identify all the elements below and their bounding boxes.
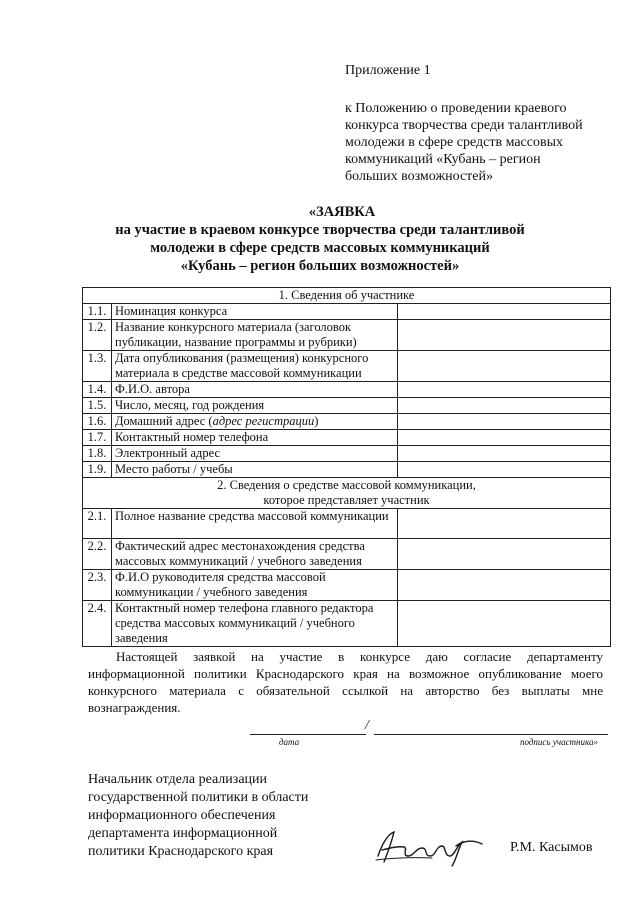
document-subtitle-line: молодежи в сфере средств массовых коммуникаций [150,240,490,256]
row-number: 1.7. [83,430,112,446]
position-line: Начальник отдела реализации [88,772,268,787]
row-number: 2.2. [83,539,112,570]
row-label-home-address [112,414,398,430]
row-label: Фактический адрес местонахождения средства массовых коммуникаций / учебного заведения [112,539,398,570]
date-line[interactable] [250,734,366,735]
date-caption: дата [279,737,300,747]
row-label-text: ) [314,414,319,428]
row-label: Дата опубликования (размещения) конкурсного материала в средстве массовой коммуникации [112,351,398,382]
row-label: Число, месяц, год рождения [112,398,398,414]
answer-cell[interactable] [398,382,611,398]
row-number: 1.5. [83,398,112,414]
row-label-text: Домашний адрес ( [115,414,213,428]
row-label: Название конкурсного материала (заголовок публикации, название программы и рубрики) [112,320,398,351]
position-line: информационного обеспечения [88,808,276,823]
row-label: Ф.И.О руководителя средства массовой коммуникации / учебного заведения [112,570,398,601]
row-label: Контактный номер телефона [112,430,398,446]
answer-cell[interactable] [398,570,611,601]
answer-cell[interactable] [398,320,611,351]
row-label: Ф.И.О. автора [112,382,398,398]
answer-cell[interactable] [398,351,611,382]
application-form-table [82,287,611,647]
position-line: политики Краснодарского края [88,844,274,859]
row-number: 1.1. [83,304,112,320]
answer-cell[interactable] [398,539,611,570]
consent-paragraph [88,648,603,716]
position-line: государственной политики в области [88,790,309,805]
section-header-line: 2. Сведения о средстве массовой коммуникации, [217,478,476,492]
consent-text: Настоящей заявкой на участие в конкурсе даю согласие департаменту информационной политики Краснодарского края на возможное опубликование моего конкурсного материала с обязательной ссылкой на авторство без выплаты мне вознаграждения. [88,649,603,715]
answer-cell[interactable] [398,601,611,647]
position-line: департамента информационной [88,826,278,841]
row-label: Контактный номер телефона главного редактора средства массовых коммуникаций / учебного заведения [112,601,398,647]
signature-caption: подпись участника» [520,737,599,747]
row-number: 2.1. [83,509,112,539]
section-header-line: которое представляет участник [263,493,430,507]
row-number: 1.2. [83,320,112,351]
answer-cell[interactable] [398,304,611,320]
section-header-participant: 1. Сведения об участнике [83,288,611,304]
appendix-line: больших возможностей» [345,169,493,184]
document-subtitle-line: на участие в краевом конкурсе творчества среди талантливой [115,222,525,238]
row-number: 2.4. [83,601,112,647]
row-number: 2.3. [83,570,112,601]
appendix-line: к Положению о проведении краевого [345,101,567,116]
row-number: 1.3. [83,351,112,382]
appendix-line: молодежи в сфере средств массовых [345,135,563,150]
document-title: «ЗАЯВКА [308,204,376,220]
row-number: 1.6. [83,414,112,430]
row-label: Электронный адрес [112,446,398,462]
appendix-line: конкурса творчества среди талантливой [345,118,583,133]
appendix-line: коммуникаций «Кубань – регион [345,152,541,167]
answer-cell[interactable] [398,446,611,462]
appendix-title: Приложение 1 [345,63,431,78]
answer-cell[interactable] [398,430,611,446]
row-number: 1.9. [83,462,112,478]
signer-name: Р.М. Касымов [510,840,593,855]
row-label: Номинация конкурса [112,304,398,320]
date-signature-separator: / [365,718,369,733]
signature-line[interactable] [374,734,608,735]
answer-cell[interactable] [398,398,611,414]
handwritten-signature [372,826,490,872]
row-number: 1.8. [83,446,112,462]
answer-cell[interactable] [398,414,611,430]
row-label: Полное название средства массовой коммуникации [112,509,398,539]
row-number: 1.4. [83,382,112,398]
section-header-media [83,478,611,509]
row-label-italic: адрес регистрации [212,414,315,428]
answer-cell[interactable] [398,509,611,539]
answer-cell[interactable] [398,462,611,478]
document-subtitle-line: «Кубань – регион больших возможностей» [180,258,460,274]
row-label: Место работы / учебы [112,462,398,478]
